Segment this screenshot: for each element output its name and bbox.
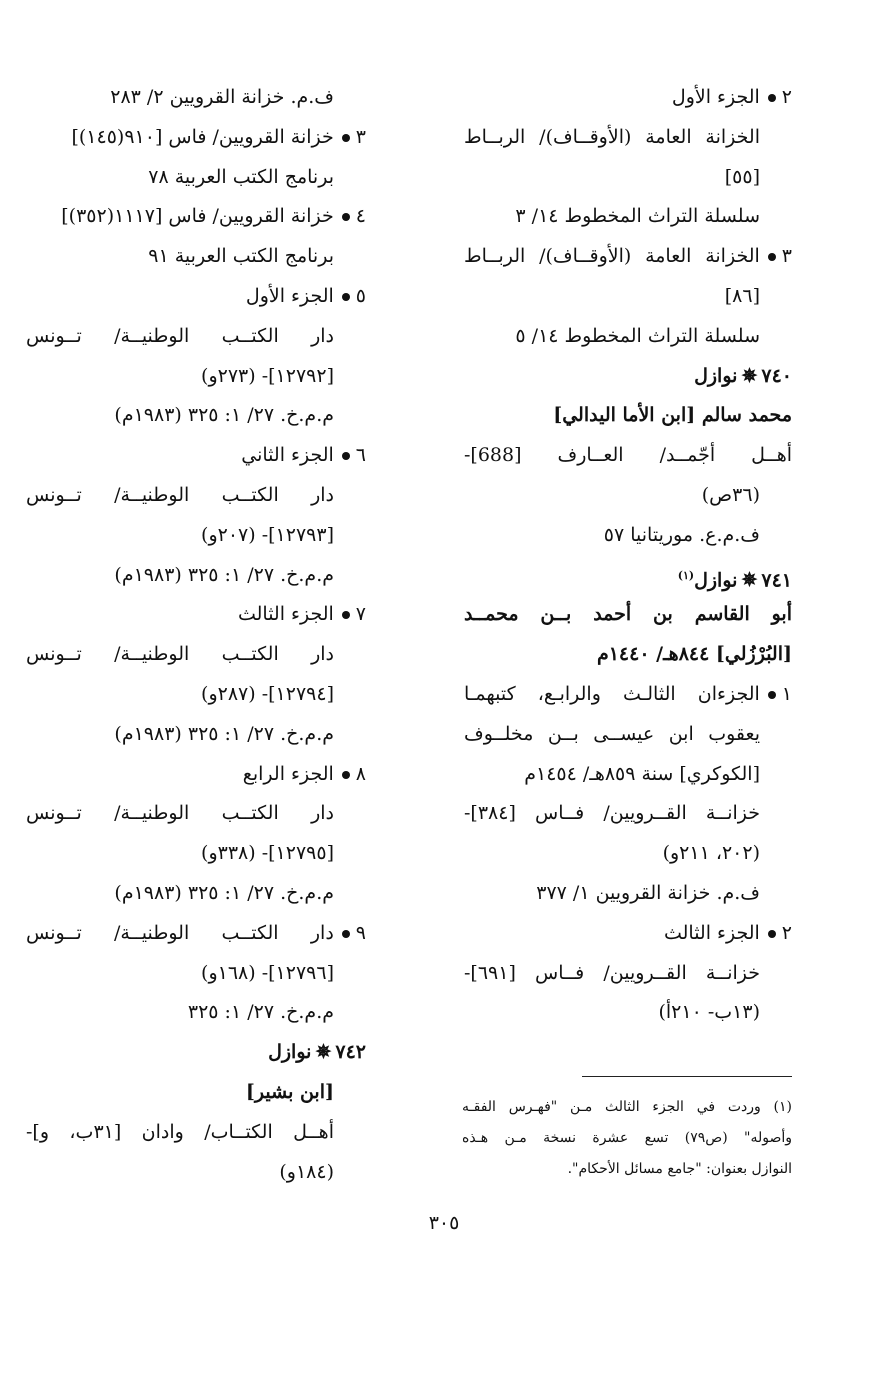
item-number: ٦ [355,444,366,467]
copy-item [26,197,366,237]
entry-title: نوازل [694,568,738,591]
text-line: م.م.خ. ٢٧/ ١: ٣٢٥ (١٩٨٣م) [114,404,334,427]
text-line: (١٣ب- ٢١٠أ) [658,1001,760,1024]
item-text: الخزانة العامة (الأوقــاف)/ الربــاط [464,245,760,268]
text-line: أبو القاسم بن أحمد بــن محمــد [464,603,792,626]
text-line: م.م.خ. ٢٧/ ١: ٣٢٥ (١٩٨٣م) [114,722,334,745]
bullet-icon [768,691,776,699]
text-line: [١٢٧٩٤]- (٢٨٧و) [201,682,334,705]
text-line: محمد سالم [ابن الأما اليدالي] [553,404,792,427]
item-text: الجزء الأول [245,284,334,307]
footnote-ref: (١) [677,568,695,582]
star-icon: ✵ [315,1041,332,1064]
text-line: خزانــة القــرويين/ فــاس [٦٩١]- [464,961,760,984]
item-number: ٧ [355,603,366,626]
item-number: ٤ [355,205,366,228]
star-icon: ✵ [741,568,758,591]
text-line: دار الكتــب الوطنيــة/ تــونس [26,802,334,825]
star-icon: ✵ [741,364,758,387]
bullet-icon [342,452,350,460]
text-line: الخزانة العامة (الأوقــاف)/ الربــاط [464,125,760,148]
entry-number: ٧٤٢ [335,1041,366,1064]
bullet-icon [342,293,350,301]
text-line: (٢٠٢، ٢١١و) [662,842,760,865]
text-line: [الكوكري] سنة ٨٥٩هـ/ ١٤٥٤م [524,762,760,785]
footnote [462,1092,792,1185]
item-number: ٢ [781,921,792,944]
item-number: ١ [781,682,792,705]
bullet-icon [342,611,350,619]
text-line: دار الكتــب الوطنيــة/ تــونس [26,483,334,506]
entry-heading [464,556,792,596]
item-text: الجزء الثالث [663,921,760,944]
text-line: [٨٦] [724,284,760,307]
text-line: سلسلة التراث المخطوط ١٤/ ٥ [515,324,760,347]
left-column [26,78,366,1192]
bullet-icon [768,94,776,102]
bullet-icon [342,930,350,938]
copy-item [26,914,366,954]
text-line: دار الكتــب الوطنيــة/ تــونس [26,324,334,347]
item-text: الجزء الأول [671,86,760,108]
text-line: ف.م. خزانة القرويين ٢/ ٢٨٣ [110,86,334,108]
item-text: خزانة القرويين/ فاس [٩١٠(١٤٥)] [71,125,334,148]
text-line: دار الكتــب الوطنيــة/ تــونس [26,643,334,666]
entry-title: نوازل [268,1041,312,1064]
footnote-line: وأصوله" (ص٧٩) تسع عشرة نسخة مـن هـذه [462,1130,792,1146]
text-line: أهــل أجّمــد/ العــارف [688]- [464,444,792,467]
item-number: ٢ [781,86,792,108]
item-text: الجزء الثالث [237,603,334,626]
text-line: [١٢٧٩٢]- (٢٧٣و) [201,364,334,387]
bullet-icon [768,930,776,938]
text-line: [٥٥] [724,165,760,188]
text-line: ف.م.ع. موريتانيا ٥٧ [603,523,760,546]
footnote-line: النوازل بعنوان: "جامع مسائل الأحكام". [567,1161,792,1177]
copy-item [464,78,792,118]
item-text: الجزء الرابع [242,762,334,785]
entry-number: ٧٤٠ [761,364,792,387]
footnote-line: (١) وردت في الجزء الثالث مـن "فهـرس الفقـه [462,1099,792,1115]
entry-heading [26,1033,366,1073]
item-number: ٥ [355,284,366,307]
text-line: [١٢٧٩٣]- (٢٠٧و) [201,523,334,546]
right-column [464,78,792,1033]
text-line: برنامج الكتب العربية ٧٨ [148,165,334,188]
copy-item [26,436,366,476]
text-line: أهــل الكتــاب/ وادان [٣١ب، و]- [26,1120,334,1143]
copy-item [26,755,366,795]
text-line: [١٢٧٩٥]- (٣٣٨و) [201,842,334,865]
bullet-icon [342,134,350,142]
text-line: م.م.خ. ٢٧/ ١: ٣٢٥ [187,1001,334,1024]
entry-number: ٧٤١ [761,568,792,591]
item-text: دار الكتــب الوطنيــة/ تــونس [26,921,334,944]
copy-item [464,675,792,715]
text-line: برنامج الكتب العربية ٩١ [148,245,334,268]
text-line: [البُرْزُلي] ٨٤٤هـ/ ١٤٤٠م [596,643,792,666]
copy-item [26,277,366,317]
item-number: ٩ [355,921,366,944]
text-line: م.م.خ. ٢٧/ ١: ٣٢٥ (١٩٨٣م) [114,563,334,586]
text-line: (١٨٤و) [279,1160,334,1183]
copy-item [464,914,792,954]
text-line: [١٢٧٩٦]- (١٦٨و) [201,961,334,984]
bullet-icon [768,253,776,261]
text-line: سلسلة التراث المخطوط ١٤/ ٣ [515,205,760,228]
text-line: يعقوب ابن عيســى بــن مخلــوف [464,722,760,745]
text-line: ف.م. خزانة القرويين ١/ ٣٧٧ [536,881,760,904]
bullet-icon [342,213,350,221]
item-text: الجزء الثاني [241,444,334,467]
entry-title: نوازل [694,364,738,387]
bullet-icon [342,771,350,779]
text-line: م.م.خ. ٢٧/ ١: ٣٢٥ (١٩٨٣م) [114,881,334,904]
page-number: ٣٠٥ [428,1212,460,1234]
item-number: ٨ [355,762,366,785]
copy-item [26,118,366,158]
text-line: خزانــة القــرويين/ فــاس [٣٨٤]- [464,802,760,825]
item-number: ٣ [355,125,366,148]
text-line: (٣٦ص) [701,483,760,506]
item-text: الجزءان الثالـث والرابـع، كتبهمـا [464,682,760,705]
entry-heading [464,357,792,397]
copy-item [26,595,366,635]
item-text: خزانة القرويين/ فاس [١١١٧(٣٥٢)] [61,205,334,228]
text-line: [ابن بشير] [245,1080,334,1103]
copy-item [464,237,792,277]
footnote-separator [582,1076,792,1077]
item-number: ٣ [781,245,792,268]
